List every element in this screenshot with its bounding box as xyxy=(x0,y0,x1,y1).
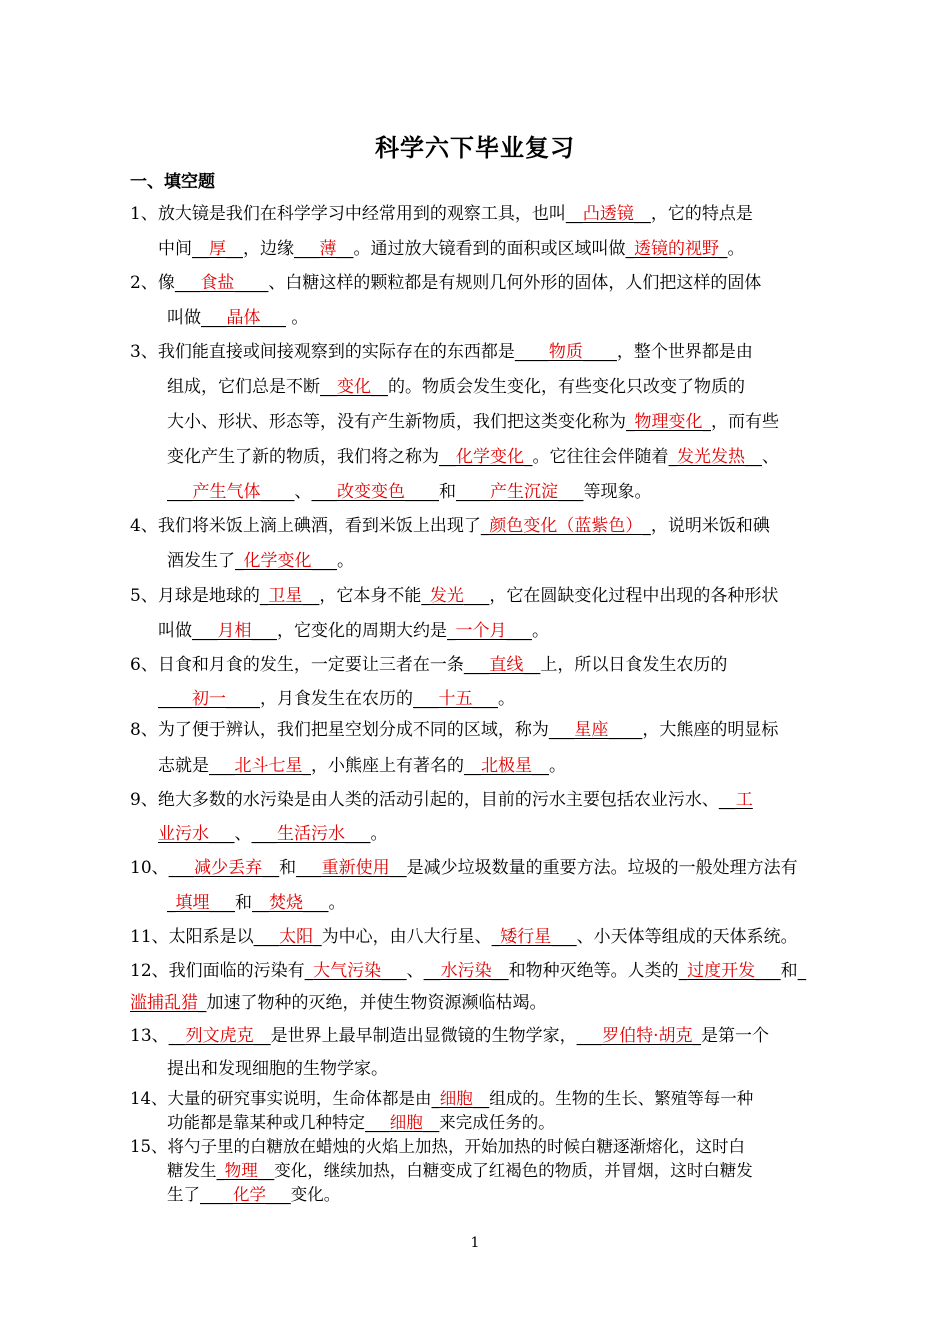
answer-text: 重新使用 xyxy=(321,858,390,878)
answer-text: 物质 xyxy=(548,342,583,362)
question-line xyxy=(158,754,566,778)
question-line xyxy=(167,549,354,573)
blank-underline: __ xyxy=(472,1089,490,1108)
blank-underline: _ xyxy=(304,961,314,981)
question-text: 8、为了便于辨认，我们把星空划分成不同的区域，称为 xyxy=(130,720,549,740)
question-text: 酒发生了 xyxy=(167,551,235,571)
answer-text: 初一 xyxy=(192,689,226,709)
answer-text: 细胞 xyxy=(389,1113,423,1132)
question-text: 1、放大镜是我们在科学学习中经常用到的观察工具，也叫 xyxy=(130,204,566,224)
blank-underline: ___ xyxy=(201,308,227,328)
question-text: 大小、形状、形态等，没有产生新物质，我们把这类变化称为 xyxy=(167,412,626,432)
question-text: 来完成任务的。 xyxy=(439,1113,555,1132)
answer-text: 改变变色 xyxy=(337,482,405,502)
question-text: ，月食发生在农历的 xyxy=(260,689,413,709)
question-text: 是减少垃圾数量的重要方法。垃圾的一般处理方法有 xyxy=(406,858,798,878)
question-text: ，大熊座的明显标 xyxy=(642,720,779,740)
question-text: 组成，它们总是不断 xyxy=(167,377,320,397)
answer-text: 食盐 xyxy=(200,273,235,293)
answer-text: 滥捕乱猎 xyxy=(130,993,198,1013)
answer-text: 焚烧 xyxy=(269,893,303,913)
question-text: 、白糖这样的颗粒都是有规则几何外形的固体，人们把这样的固体 xyxy=(268,273,762,293)
answer-text: 罗伯特·胡克 xyxy=(602,1026,693,1046)
answer-text: 厚 xyxy=(209,239,226,259)
blank-underline: ___ xyxy=(168,858,195,878)
blank-underline: _ xyxy=(797,961,807,981)
answer-text: 业污水 xyxy=(158,824,209,844)
answer-text: 星座 xyxy=(574,720,609,740)
question-text: 功能都是靠某种或几种特定 xyxy=(167,1113,365,1132)
question-text: 和物种灭绝等。人类的 xyxy=(508,961,679,981)
blank-underline: _ xyxy=(313,927,322,947)
blank-underline: _ xyxy=(491,927,501,947)
question-line xyxy=(167,1183,340,1207)
question-line xyxy=(158,822,388,846)
answer-text: 矮行星 xyxy=(500,927,552,947)
blank-underline: ___ xyxy=(303,893,329,913)
blank-underline: ____ xyxy=(234,273,269,293)
question-line xyxy=(167,410,779,434)
question-text: 组成的。生物的生长、繁殖等每一种 xyxy=(489,1089,754,1108)
blank-underline: _ xyxy=(198,993,207,1013)
blank-underline: __ xyxy=(257,1161,275,1180)
question-text: ，而有些 xyxy=(711,412,779,432)
blank-underline: __ xyxy=(565,204,583,224)
question-text: 加速了物种的灭绝，并使生物资源濒临枯竭。 xyxy=(206,993,547,1013)
question-line xyxy=(167,1057,388,1081)
blank-underline: ____ xyxy=(456,482,490,502)
blank-underline: __ xyxy=(168,1026,186,1046)
blank-underline: _ xyxy=(524,447,533,467)
blank-underline: ___ xyxy=(755,961,781,981)
blank-underline: __ xyxy=(320,377,337,397)
answer-text: 发光发热 xyxy=(677,447,745,467)
question-text: 变化。 xyxy=(290,1185,341,1204)
blank-underline: __ xyxy=(633,204,651,224)
blank-underline: ___ xyxy=(548,720,575,740)
question-text: 是第一个 xyxy=(701,1026,770,1046)
blank-underline: ___ xyxy=(576,1026,603,1046)
question-text: 、 xyxy=(406,961,424,981)
question-text: 5、月球是地球的 xyxy=(130,586,260,606)
blank-underline: ____ xyxy=(405,482,439,502)
question-text: 等现象。 xyxy=(583,482,652,502)
answer-text: 产生气体 xyxy=(192,482,261,502)
question-text: 14、大量的研究事实说明，生命体都是由 xyxy=(130,1089,432,1108)
blank-underline: _ xyxy=(642,516,651,536)
blank-underline: ___ xyxy=(365,1113,390,1132)
answer-text: 水污染 xyxy=(440,961,492,981)
answer-text: 薄 xyxy=(319,239,337,259)
answer-text: 太阳 xyxy=(279,927,314,947)
question-text: 、 xyxy=(294,482,312,502)
blank-underline: __ xyxy=(745,447,762,467)
blank-underline: __ xyxy=(336,239,354,259)
blank-underline: ___ xyxy=(558,482,584,502)
question-text: ，整个世界都是由 xyxy=(616,342,753,362)
question-text: 。 xyxy=(727,239,745,259)
question-text: 和 xyxy=(235,893,252,913)
answer-text: 列文虎克 xyxy=(185,1026,254,1046)
question-text: 为中心，由八大行星、 xyxy=(321,927,492,947)
blank-underline: ___ xyxy=(174,273,201,293)
page-number: 1 xyxy=(470,1235,480,1251)
blank-underline: __ xyxy=(423,961,441,981)
answer-text: 物理变化 xyxy=(634,412,703,432)
page-title: 科学六下毕业复习 xyxy=(375,133,575,162)
question-text: ，它变化的周期大约是 xyxy=(277,621,447,641)
answer-text: 一个月 xyxy=(455,621,507,641)
question-text: ，说明米饭和碘 xyxy=(650,516,770,536)
blank-underline: __ xyxy=(226,239,243,259)
blank-underline: ___ xyxy=(209,893,235,913)
question-text: 4、我们将米饭上滴上碘酒，看到米饭上出现了 xyxy=(130,516,481,536)
question-text: 。 xyxy=(532,621,549,641)
question-text: 3、我们能直接或间接观察到的实际存在的东西都是 xyxy=(130,342,515,362)
answer-text: 直线 xyxy=(489,655,524,675)
question-text: 提出和发现细胞的生物学家。 xyxy=(167,1059,388,1079)
answer-text: 发光 xyxy=(429,586,464,606)
answer-text: 工 xyxy=(735,790,753,810)
question-line xyxy=(130,271,761,295)
answer-text: 过度开发 xyxy=(687,961,756,981)
answer-text: 细胞 xyxy=(439,1089,473,1108)
question-text: 。 xyxy=(549,756,566,776)
question-text: 和 xyxy=(439,482,456,502)
question-line xyxy=(130,925,798,949)
question-line xyxy=(158,619,549,643)
blank-underline: _ xyxy=(259,586,269,606)
answer-text: 北极星 xyxy=(481,756,532,776)
blank-underline: ___ xyxy=(296,858,322,878)
blank-underline: ___ xyxy=(260,308,286,328)
question-text: 叫做 xyxy=(167,308,201,328)
blank-underline: ____ xyxy=(514,342,549,362)
question-text: 。 xyxy=(498,689,515,709)
question-line xyxy=(167,891,346,915)
question-text: 生了 xyxy=(167,1185,200,1204)
answer-text: 月相 xyxy=(217,621,252,641)
blank-underline: _ xyxy=(216,1161,225,1180)
question-line xyxy=(130,959,806,983)
blank-underline: ___ xyxy=(294,239,320,259)
question-text: 糖发生 xyxy=(167,1161,217,1180)
answer-text: 填埋 xyxy=(175,893,210,913)
blank-underline: ____ xyxy=(582,342,617,362)
blank-underline: ___ xyxy=(253,927,280,947)
question-text: ，它在圆缺变化过程中出现的各种形状 xyxy=(489,586,779,606)
answer-text: 化学 xyxy=(233,1185,266,1204)
blank-underline: _ xyxy=(626,412,635,432)
question-text: 6、日食和月食的发生，一定要让三者在一条 xyxy=(130,655,464,675)
answer-text: 产生沉淀 xyxy=(490,482,558,502)
question-line xyxy=(130,856,798,880)
answer-text: 减少丢弃 xyxy=(194,858,263,878)
blank-underline: __ xyxy=(491,961,509,981)
blank-underline: ___ xyxy=(266,1185,291,1204)
blank-underline: ____ xyxy=(260,482,295,502)
blank-underline: __ xyxy=(439,447,456,467)
blank-underline: ___ xyxy=(381,961,407,981)
question-text: ，小熊座上有著名的 xyxy=(311,756,464,776)
question-text: 13、 xyxy=(130,1026,169,1046)
blank-underline: ___ xyxy=(311,482,337,502)
answer-text: 凸透镜 xyxy=(582,204,634,224)
blank-underline: ____ xyxy=(608,720,643,740)
question-line xyxy=(130,584,778,608)
blank-underline: ___ xyxy=(209,756,235,776)
question-line xyxy=(158,237,745,261)
blank-underline: ___ xyxy=(506,621,532,641)
blank-underline: _ xyxy=(480,516,490,536)
blank-underline: _ xyxy=(302,756,311,776)
blank-underline: ___ xyxy=(551,927,577,947)
question-text: 、 xyxy=(762,447,779,467)
question-line xyxy=(130,718,778,742)
blank-underline: __ xyxy=(532,756,549,776)
answer-text: 晶体 xyxy=(226,308,261,328)
question-text: 叫做 xyxy=(158,621,192,641)
question-line xyxy=(130,788,753,812)
question-text: 中间 xyxy=(158,239,192,259)
blank-underline: ___ xyxy=(463,655,490,675)
question-text: 志就是 xyxy=(158,756,209,776)
section-heading: 一、填空题 xyxy=(130,172,215,192)
blank-underline: _ xyxy=(447,621,456,641)
question-line xyxy=(130,991,547,1015)
question-text: 。通过放大镜看到的面积或区域叫做 xyxy=(353,239,626,259)
question-line xyxy=(130,202,753,226)
blank-underline: __ xyxy=(718,790,736,810)
blank-underline: _ xyxy=(167,893,176,913)
blank-underline: __ xyxy=(262,858,280,878)
question-text: ，它的特点是 xyxy=(650,204,753,224)
blank-underline: _ xyxy=(702,412,711,432)
answer-text: 化学变化 xyxy=(456,447,524,467)
question-line xyxy=(167,445,779,469)
blank-underline: ___ xyxy=(167,482,193,502)
question-text: 和 xyxy=(780,961,798,981)
question-text: 。 xyxy=(286,308,309,328)
question-line xyxy=(167,375,745,399)
blank-underline: __ xyxy=(253,1026,271,1046)
question-text: 。 xyxy=(337,551,354,571)
answer-text: 变化 xyxy=(337,377,371,397)
question-text: 。 xyxy=(328,893,346,913)
question-line xyxy=(167,1111,555,1135)
question-line xyxy=(167,480,652,504)
question-text: 11、太阳系是以 xyxy=(130,927,254,947)
question-text: 是世界上最早制造出显微镜的生物学家， xyxy=(270,1026,577,1046)
question-text: ，它本身不能 xyxy=(319,586,422,606)
question-text: 、 xyxy=(234,824,252,844)
question-line xyxy=(130,1135,745,1159)
blank-underline: _ xyxy=(678,961,688,981)
question-line xyxy=(130,1024,769,1048)
blank-underline: __ xyxy=(252,893,269,913)
question-text: 9、绝大多数的水污染是由人类的活动引起的，目前的污水主要包括农业污水、 xyxy=(130,790,719,810)
question-text: 12、我们面临的污染有 xyxy=(130,961,305,981)
question-line xyxy=(130,1087,753,1111)
blank-underline: _ xyxy=(668,447,677,467)
question-text: 、小天体等组成的天体系统。 xyxy=(576,927,798,947)
blank-underline: _ xyxy=(431,1089,440,1108)
question-line xyxy=(130,514,770,538)
blank-underline: ___ xyxy=(311,551,337,571)
blank-underline: ___ xyxy=(413,689,439,709)
blank-underline: ____ xyxy=(226,689,260,709)
answer-text: 北斗七星 xyxy=(234,756,303,776)
question-line xyxy=(130,653,727,677)
blank-underline: ___ xyxy=(472,689,498,709)
blank-underline: ___ xyxy=(345,824,371,844)
question-text: 变化，继续加热，白糖变成了红褐色的物质，并冒烟，这时白糖发 xyxy=(274,1161,753,1180)
question-text: 。它往往会伴随着 xyxy=(532,447,669,467)
answer-text: 化学变化 xyxy=(243,551,312,571)
question-text: 变化产生了新的物质，我们将之称为 xyxy=(167,447,439,467)
blank-underline: ___ xyxy=(251,824,277,844)
answer-text: 十五 xyxy=(438,689,473,709)
answer-text: 透镜的视野 xyxy=(634,239,719,259)
blank-underline: __ xyxy=(371,377,388,397)
question-text: 上，所以日食发生农历的 xyxy=(540,655,728,675)
question-text: 2、像 xyxy=(130,273,175,293)
blank-underline: ___ xyxy=(209,824,235,844)
blank-underline: __ xyxy=(422,1113,440,1132)
question-text: 。 xyxy=(370,824,388,844)
blank-underline: __ xyxy=(464,756,481,776)
answer-text: 卫星 xyxy=(268,586,303,606)
answer-text: 生活污水 xyxy=(277,824,345,844)
blank-underline: _ xyxy=(625,239,634,259)
blank-underline: _ xyxy=(692,1026,702,1046)
blank-underline: __ xyxy=(192,239,209,259)
blank-underline: _ xyxy=(719,239,728,259)
answer-text: 物理 xyxy=(224,1161,258,1180)
answer-text: 大气污染 xyxy=(313,961,382,981)
answer-text: 颜色变化（蓝紫色） xyxy=(489,516,643,536)
blank-underline: ___ xyxy=(463,586,490,606)
question-line xyxy=(130,340,753,364)
question-text: ，边缘 xyxy=(243,239,294,259)
question-text: 10、 xyxy=(130,858,169,878)
blank-underline: _ xyxy=(421,586,430,606)
blank-underline: _ xyxy=(235,551,244,571)
blank-underline: __ xyxy=(523,655,541,675)
question-text: 15、将勺子里的白糖放在蜡烛的火焰上加热，开始加热的时候白糖逐渐熔化，这时白 xyxy=(130,1137,745,1156)
question-text: 的。物质会发生变化，有些变化只改变了物质的 xyxy=(388,377,745,397)
blank-underline: ___ xyxy=(251,621,277,641)
blank-underline: ____ xyxy=(200,1185,233,1204)
question-text: 和 xyxy=(279,858,297,878)
question-line xyxy=(167,1159,753,1183)
question-line xyxy=(167,306,308,330)
blank-underline: ___ xyxy=(192,621,218,641)
blank-underline: __ xyxy=(302,586,320,606)
blank-underline: ____ xyxy=(158,689,192,709)
question-line xyxy=(158,687,515,711)
blank-underline: __ xyxy=(389,858,407,878)
